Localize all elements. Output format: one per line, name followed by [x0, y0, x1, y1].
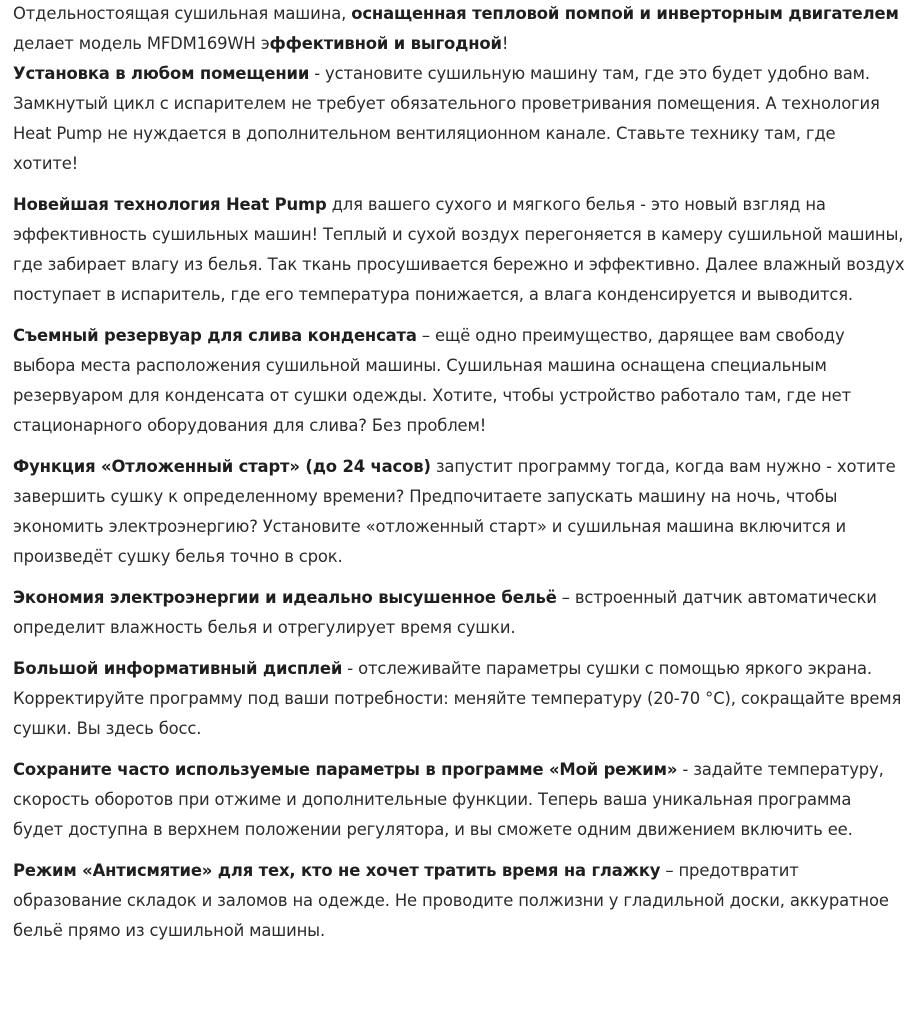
paragraph-text: – предотвратит образование складок и заломов на одежде. Не проводите полжизни у гладильной доски, аккуратное бельё прямо из сушильной машины. [13, 861, 889, 940]
paragraph-text: - задайте температуру, скорость оборотов при отжиме и дополнительные функции. Теперь ваша уникальная программа будет доступна в верхнем положении регулятора, и вы сможете одним движением включить ее. [13, 760, 884, 839]
bold-feature-heading: Режим «Антисмятие» для тех, кто не хочет тратить время на глажку [13, 861, 661, 880]
paragraph-text: - установите сушильную машину там, где это будет удобно вам. Замкнутый цикл с испарителем не требует обязательного проветривания помещения. А технология Heat Pump не нуждается в дополнительном вентиляционном канале. Ставьте технику там, где хотите! [13, 64, 880, 173]
bold-feature-heading: Функция «Отложенный старт» (до 24 часов) [13, 457, 431, 476]
description-paragraph [13, 583, 905, 643]
description-paragraph [13, 0, 905, 179]
bold-feature-heading: Сохраните часто используемые параметры в программе «Мой режим» [13, 760, 678, 779]
description-paragraph [13, 755, 905, 845]
bold-feature-heading: Съемный резервуар для слива конденсата [13, 326, 417, 345]
description-paragraph [13, 654, 905, 744]
paragraph-text: запустит программу тогда, когда вам нужно - хотите завершить сушку к определенному времени? Предпочитаете запускать машину на ночь, чтобы экономить электроэнергию? Установите «отложенный старт» и сушильная машина включится и произведёт сушку белья точно в срок. [13, 457, 896, 566]
paragraph-text: - отслеживайте параметры сушки с помощью яркого экрана. Корректируйте программу под ваши потребности: меняйте температуру (20-70 °С), сокращайте время сушки. Вы здесь босс. [13, 659, 902, 738]
bold-feature-heading: Установка в любом помещении [13, 64, 310, 83]
paragraph-text: – встроенный датчик автоматически определит влажность белья и отрегулирует время сушки. [13, 588, 877, 637]
paragraph-text: делает модель MFDM169WH э [13, 34, 270, 53]
paragraph-text: Отдельностоящая сушильная машина, [13, 4, 352, 23]
bold-feature-heading: Большой информативный дисплей [13, 659, 343, 678]
description-paragraph [13, 452, 905, 572]
paragraph-text: ! [501, 34, 509, 53]
bold-feature-heading: Новейшая технология Heat Pump [13, 195, 327, 214]
paragraph-text: – ещё одно преимущество, дарящее вам свободу выбора места расположения сушильной машины. Сушильная машина оснащена специальным резервуаром для конденсата от сушки одежды. Хотите, чтобы устройство работало там, где нет стационарного оборудования для слива? Без проблем! [13, 326, 851, 435]
description-paragraph [13, 190, 905, 310]
bold-feature-heading: оснащенная тепловой помпой и инверторным двигателем [351, 4, 899, 23]
paragraph-text: для вашего сухого и мягкого белья - это новый взгляд на эффективность сушильных машин! Теплый и сухой воздух перегоняется в камеру сушильной машины, где забирает влагу из белья. Так ткань просушивается бережно и эффективно. Далее влажный воздух поступает в испаритель, где его температура понижается, а влага конденсируется и выводится. [13, 195, 905, 304]
description-paragraph [13, 321, 905, 441]
bold-feature-heading: Экономия электроэнергии и идеально высушенное бельё [13, 588, 557, 607]
bold-feature-heading: ффективной и выгодной [269, 34, 502, 53]
description-paragraph [13, 856, 905, 946]
